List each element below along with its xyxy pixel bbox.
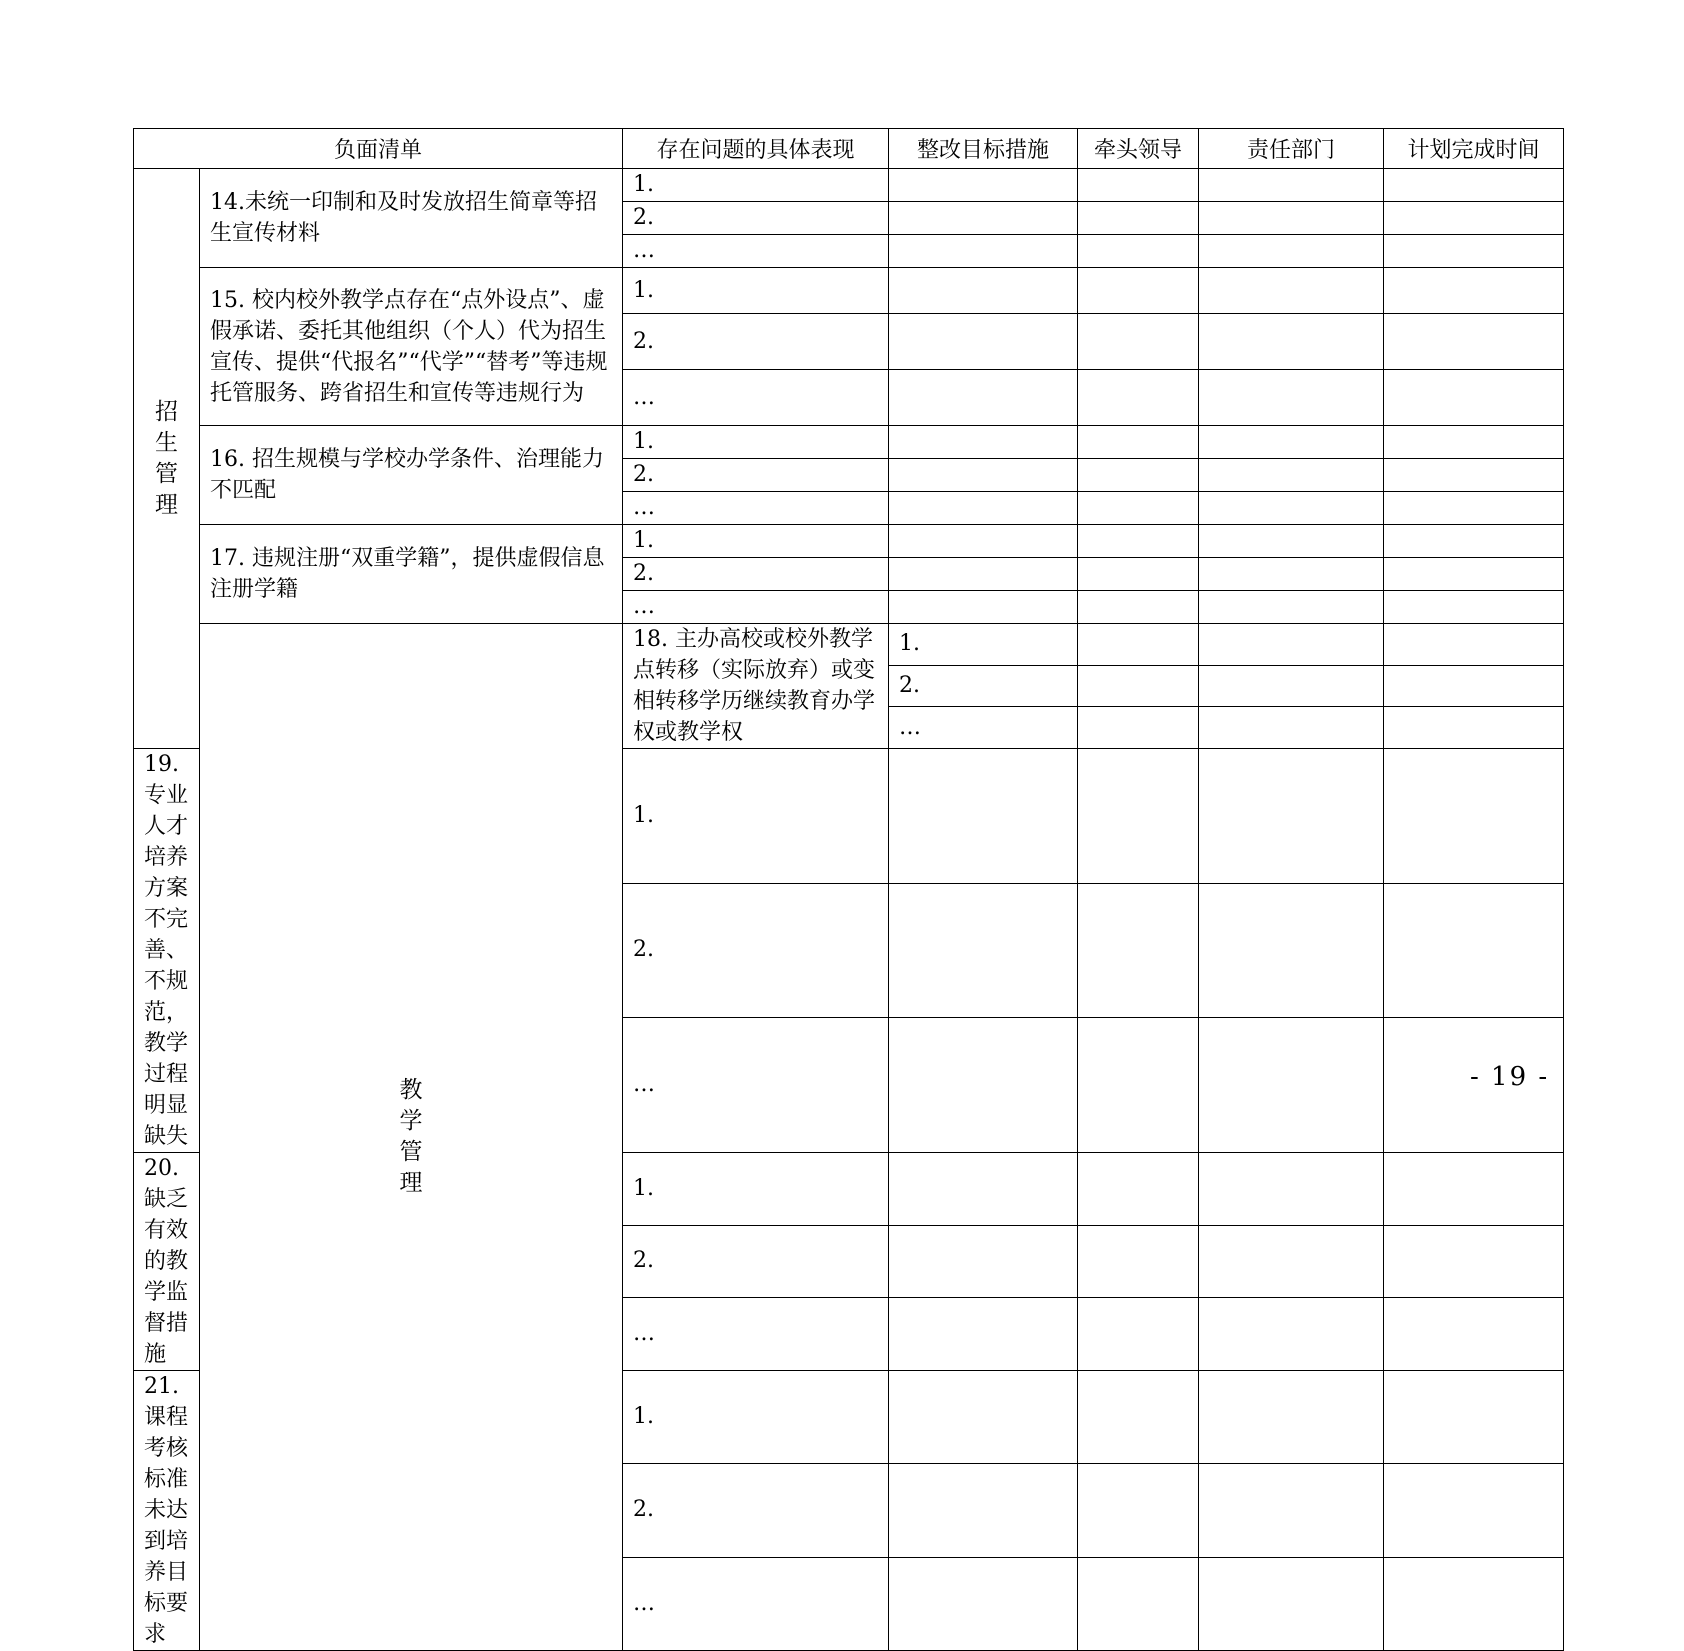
category-char: 理	[155, 491, 178, 518]
cell-measures[interactable]	[1078, 707, 1199, 749]
cell-measures[interactable]	[889, 169, 1078, 202]
cell-leader[interactable]	[1078, 235, 1199, 268]
negative-list-table	[133, 128, 1564, 1651]
cell-leader[interactable]	[1078, 558, 1199, 591]
sub-row-label: 2.	[623, 558, 889, 591]
sub-row-label: …	[889, 707, 1078, 749]
table-row	[134, 525, 1564, 558]
cell-time[interactable]	[1384, 268, 1564, 314]
cell-leader[interactable]	[1078, 1153, 1199, 1226]
cell-measures[interactable]	[889, 492, 1078, 525]
cell-dept[interactable]	[1199, 1225, 1384, 1298]
cell-leader[interactable]	[1078, 1557, 1199, 1650]
cell-leader[interactable]	[1078, 459, 1199, 492]
item-15: 15. 校内校外教学点存在“点外设点”、虚假承诺、委托其他组织（个人）代为招生宣传、提供“代报名”“代学”“替考”等违规托管服务、跨省招生和宣传等违规行为	[200, 268, 623, 426]
cell-measures[interactable]	[889, 749, 1078, 884]
cell-time[interactable]	[1384, 1153, 1564, 1226]
cell-measures[interactable]	[889, 426, 1078, 459]
sub-row-label: 1.	[623, 525, 889, 558]
category-char: 招	[155, 398, 178, 425]
cell-leader[interactable]	[1078, 268, 1199, 314]
cell-time[interactable]	[1384, 591, 1564, 624]
sub-row-label: 2.	[623, 202, 889, 235]
table-row	[134, 169, 1564, 202]
cell-leader[interactable]	[1199, 665, 1384, 707]
cell-leader[interactable]	[1199, 624, 1384, 666]
cell-leader[interactable]	[1078, 591, 1199, 624]
cell-measures[interactable]	[889, 314, 1078, 370]
cell-measures[interactable]	[889, 370, 1078, 426]
cell-dept[interactable]	[1199, 883, 1384, 1018]
category-char: 教	[399, 1077, 423, 1103]
item-21: 21.课程考核标准未达到培养目标要求	[134, 1371, 200, 1651]
cell-dept[interactable]	[1199, 459, 1384, 492]
cell-measures[interactable]	[1078, 624, 1199, 666]
cell-leader[interactable]	[1078, 1371, 1199, 1464]
cell-leader[interactable]	[1078, 169, 1199, 202]
table-row	[134, 624, 1564, 666]
category-char: 管	[155, 460, 178, 487]
cell-measures[interactable]	[889, 459, 1078, 492]
cell-dept[interactable]	[1384, 707, 1564, 749]
table-row	[134, 426, 1564, 459]
cell-dept[interactable]	[1199, 235, 1384, 268]
cell-leader[interactable]	[1078, 370, 1199, 426]
cell-measures[interactable]	[889, 1153, 1078, 1226]
sub-row-label: …	[623, 235, 889, 268]
cell-measures[interactable]	[889, 883, 1078, 1018]
table-row	[134, 268, 1564, 314]
cell-measures[interactable]	[889, 1371, 1078, 1464]
item-17: 17. 违规注册“双重学籍”，提供虚假信息注册学籍	[200, 525, 623, 624]
cell-time[interactable]	[1384, 1464, 1564, 1557]
cell-time[interactable]	[1384, 235, 1564, 268]
cell-dept[interactable]	[1199, 558, 1384, 591]
cell-time[interactable]	[1384, 1557, 1564, 1650]
cell-dept[interactable]	[1199, 202, 1384, 235]
cell-leader[interactable]	[1078, 1225, 1199, 1298]
cell-leader[interactable]	[1199, 707, 1384, 749]
cell-measures[interactable]	[889, 1298, 1078, 1371]
cell-dept[interactable]	[1199, 1464, 1384, 1557]
cell-time[interactable]	[1384, 1298, 1564, 1371]
sub-row-label: 2.	[889, 665, 1078, 707]
cell-measures[interactable]	[889, 202, 1078, 235]
category-char: 学	[399, 1108, 423, 1134]
cell-leader[interactable]	[1078, 314, 1199, 370]
sub-row-label: 2.	[623, 314, 889, 370]
cell-dept[interactable]	[1199, 1298, 1384, 1371]
cell-time[interactable]	[1384, 459, 1564, 492]
item-20: 20. 缺乏有效的教学监督措施	[134, 1153, 200, 1371]
cell-leader[interactable]	[1078, 1018, 1199, 1153]
cell-dept[interactable]	[1199, 1153, 1384, 1226]
sub-row-label: …	[623, 591, 889, 624]
cell-leader[interactable]	[1078, 202, 1199, 235]
cell-leader[interactable]	[1078, 525, 1199, 558]
cell-dept[interactable]	[1199, 492, 1384, 525]
sub-row-label: 1.	[623, 1153, 889, 1226]
header-row	[134, 129, 1564, 169]
item-19: 19.专业人才培养方案不完善、不规范，教学过程明显缺失	[134, 749, 200, 1153]
cell-dept[interactable]	[1199, 314, 1384, 370]
cell-dept[interactable]	[1199, 370, 1384, 426]
cell-leader[interactable]	[1078, 492, 1199, 525]
cell-dept[interactable]	[1199, 169, 1384, 202]
cell-time[interactable]	[1384, 426, 1564, 459]
cell-measures[interactable]	[889, 235, 1078, 268]
item-18: 18. 主办高校或校外教学点转移（实际放弃）或变相转移学历继续教育办学权或教学权	[623, 624, 889, 749]
category-char: 理	[399, 1170, 423, 1196]
cell-dept[interactable]	[1199, 426, 1384, 459]
sub-row-label: 1.	[623, 426, 889, 459]
cell-measures[interactable]	[889, 1225, 1078, 1298]
sub-row-label: …	[623, 370, 889, 426]
cell-measures[interactable]	[889, 1557, 1078, 1650]
sub-row-label: 1.	[889, 624, 1078, 666]
header-responsible-dept: 责任部门	[1199, 129, 1384, 169]
sub-row-label: 2.	[623, 1464, 889, 1557]
header-rectification-measures: 整改目标措施	[889, 129, 1078, 169]
sub-row-label: 2.	[623, 459, 889, 492]
sub-row-label: …	[623, 1298, 889, 1371]
sub-row-label: 1.	[623, 268, 889, 314]
cell-time[interactable]	[1384, 169, 1564, 202]
sub-row-label: 1.	[623, 169, 889, 202]
cell-measures[interactable]	[1078, 665, 1199, 707]
sub-row-label: 2.	[623, 1225, 889, 1298]
cell-leader[interactable]	[1078, 1298, 1199, 1371]
item-16: 16. 招生规模与学校办学条件、治理能力不匹配	[200, 426, 623, 525]
cell-dept[interactable]	[1199, 525, 1384, 558]
cell-time[interactable]	[1384, 883, 1564, 1018]
cell-dept[interactable]	[1199, 1018, 1384, 1153]
header-negative-list: 负面清单	[134, 129, 623, 169]
cell-time[interactable]	[1384, 558, 1564, 591]
sub-row-label: 1.	[623, 1371, 889, 1464]
header-lead-leader: 牵头领导	[1078, 129, 1199, 169]
sub-row-label: 2.	[623, 883, 889, 1018]
category-char: 管	[399, 1139, 423, 1165]
cell-time[interactable]	[1384, 1225, 1564, 1298]
cell-dept[interactable]	[1199, 749, 1384, 884]
cell-dept[interactable]	[1199, 268, 1384, 314]
cell-time[interactable]	[1384, 1371, 1564, 1464]
cell-time[interactable]	[1384, 749, 1564, 884]
cell-measures[interactable]	[889, 1018, 1078, 1153]
cell-dept[interactable]	[1199, 1557, 1384, 1650]
cell-dept[interactable]	[1384, 665, 1564, 707]
cell-measures[interactable]	[889, 525, 1078, 558]
cell-time[interactable]	[1384, 314, 1564, 370]
header-problem-detail: 存在问题的具体表现	[623, 129, 889, 169]
cell-time[interactable]	[1384, 492, 1564, 525]
cell-leader[interactable]	[1078, 1464, 1199, 1557]
category-teaching-management	[200, 624, 623, 1651]
sub-row-label: 1.	[623, 749, 889, 884]
cell-measures[interactable]	[889, 591, 1078, 624]
header-planned-completion: 计划完成时间	[1384, 129, 1564, 169]
cell-measures[interactable]	[889, 1464, 1078, 1557]
cell-time[interactable]	[1384, 525, 1564, 558]
sub-row-label: …	[623, 492, 889, 525]
cell-measures[interactable]	[889, 268, 1078, 314]
category-char: 生	[155, 429, 178, 456]
sub-row-label: …	[623, 1557, 889, 1650]
cell-dept[interactable]	[1199, 1371, 1384, 1464]
sub-row-label: …	[623, 1018, 889, 1153]
cell-measures[interactable]	[889, 558, 1078, 591]
page-number: - 19 -	[1470, 1062, 1550, 1092]
cell-leader[interactable]	[1078, 749, 1199, 884]
cell-leader[interactable]	[1078, 883, 1199, 1018]
cell-time[interactable]	[1384, 370, 1564, 426]
cell-leader[interactable]	[1078, 426, 1199, 459]
cell-dept[interactable]	[1384, 624, 1564, 666]
category-enrollment-management	[134, 169, 200, 749]
cell-dept[interactable]	[1199, 591, 1384, 624]
item-14: 14.未统一印制和及时发放招生简章等招生宣传材料	[200, 169, 623, 268]
cell-time[interactable]	[1384, 202, 1564, 235]
